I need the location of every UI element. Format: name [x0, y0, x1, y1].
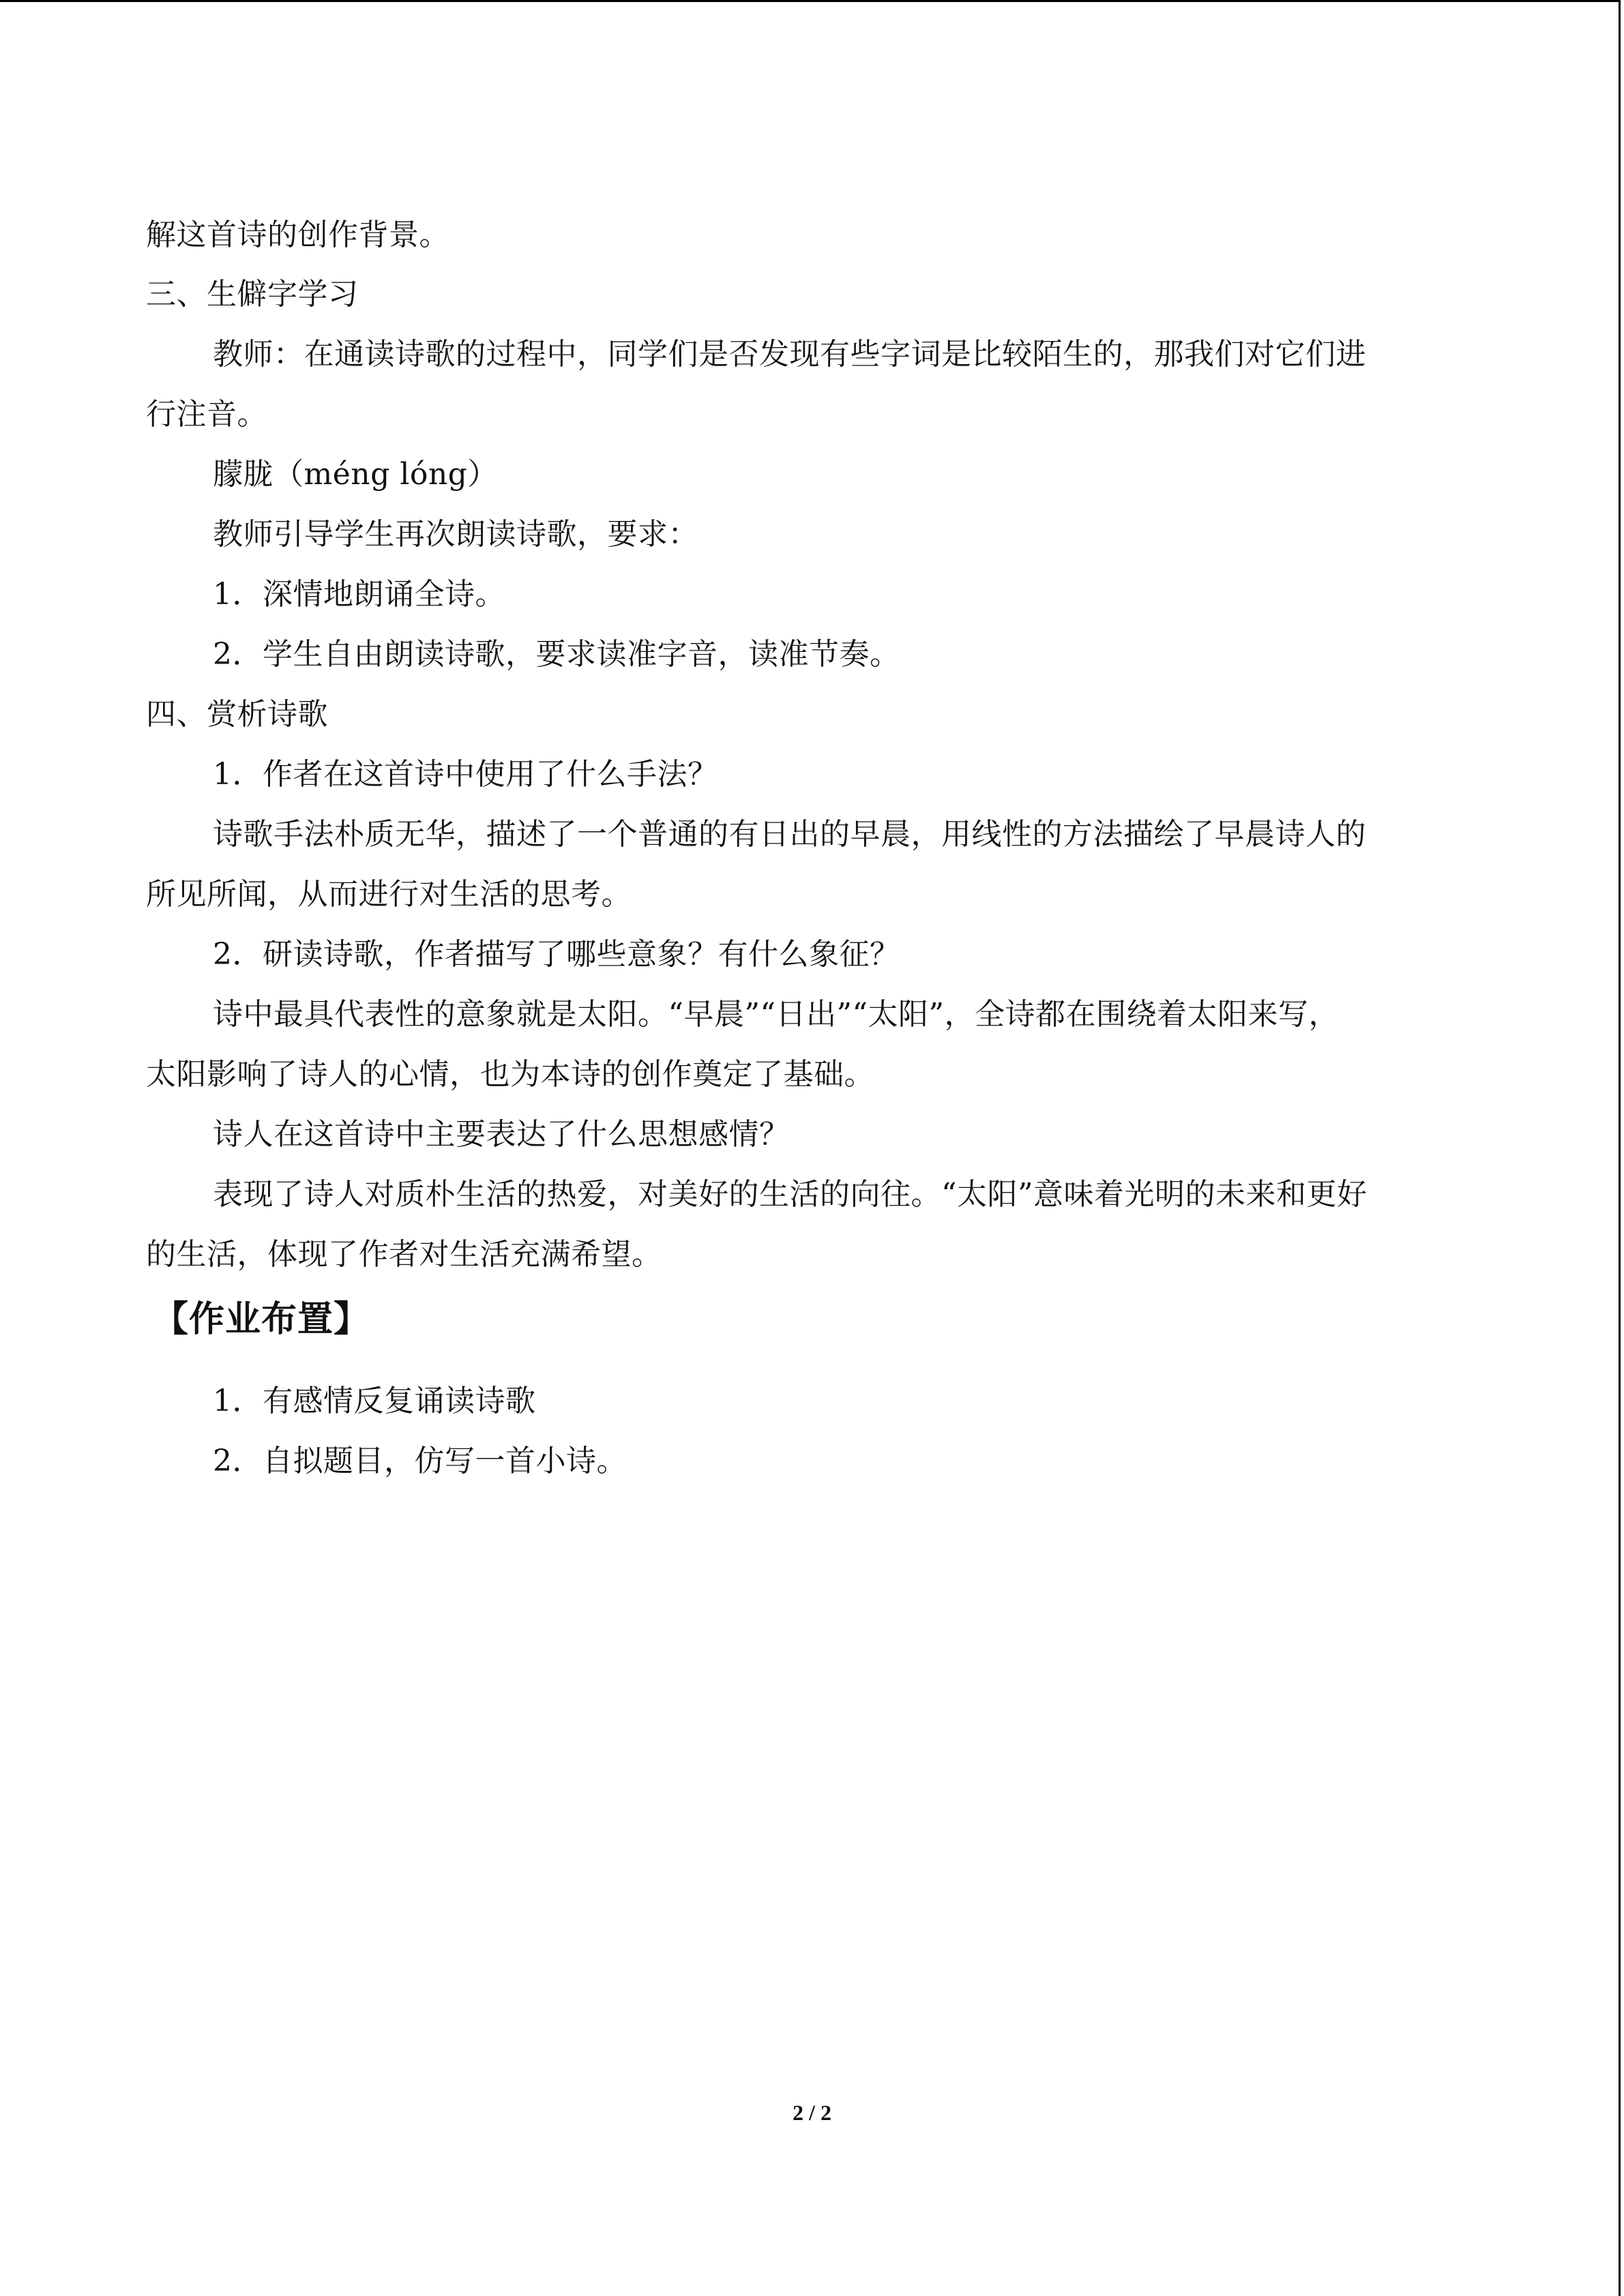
section-heading-3: 三、生僻字学习 [146, 277, 359, 312]
text-line: 的生活，体现了作者对生活充满希望。 [146, 1237, 662, 1272]
text-line: 教师：在通读诗歌的过程中，同学们是否发现有些字词是比较陌生的，那我们对它们进 [213, 337, 1366, 372]
homework-item: 2．自拟题目，仿写一首小诗。 [213, 1444, 627, 1478]
list-item: 2．学生自由朗读诗歌，要求读准字音，读准节奏。 [213, 637, 900, 672]
text-line: 朦胧（méng lóng） [213, 457, 498, 492]
page-number: 2 / 2 [793, 2100, 831, 2125]
list-item: 1．深情地朗诵全诗。 [213, 577, 505, 612]
text-line: 表现了诗人对质朴生活的热爱，对美好的生活的向往。“太阳”意味着光明的未来和更好 [213, 1177, 1368, 1212]
list-item: 1．作者在这首诗中使用了什么手法？ [213, 757, 718, 792]
text-line: 太阳影响了诗人的心情，也为本诗的创作奠定了基础。 [146, 1057, 874, 1092]
list-item: 2．研读诗歌，作者描写了哪些意象？有什么象征？ [213, 937, 900, 972]
text-line: 诗中最具代表性的意象就是太阳。“早晨”“日出”“太阳”，全诗都在围绕着太阳来写， [213, 997, 1339, 1032]
text-line: 诗歌手法朴质无华，描述了一个普通的有日出的早晨，用线性的方法描绘了早晨诗人的 [213, 817, 1366, 852]
text-line: 行注音。 [146, 397, 267, 432]
homework-heading: 【作业布置】 [153, 1299, 370, 1340]
text-line: 所见所闻，从而进行对生活的思考。 [146, 877, 632, 912]
text-line: 解这首诗的创作背景。 [146, 218, 449, 252]
text-line: 教师引导学生再次朗读诗歌，要求： [213, 517, 698, 552]
section-heading-4: 四、赏析诗歌 [146, 697, 328, 732]
text-line: 诗人在这首诗中主要表达了什么思想感情？ [213, 1117, 790, 1152]
homework-item: 1．有感情反复诵读诗歌 [213, 1384, 536, 1418]
